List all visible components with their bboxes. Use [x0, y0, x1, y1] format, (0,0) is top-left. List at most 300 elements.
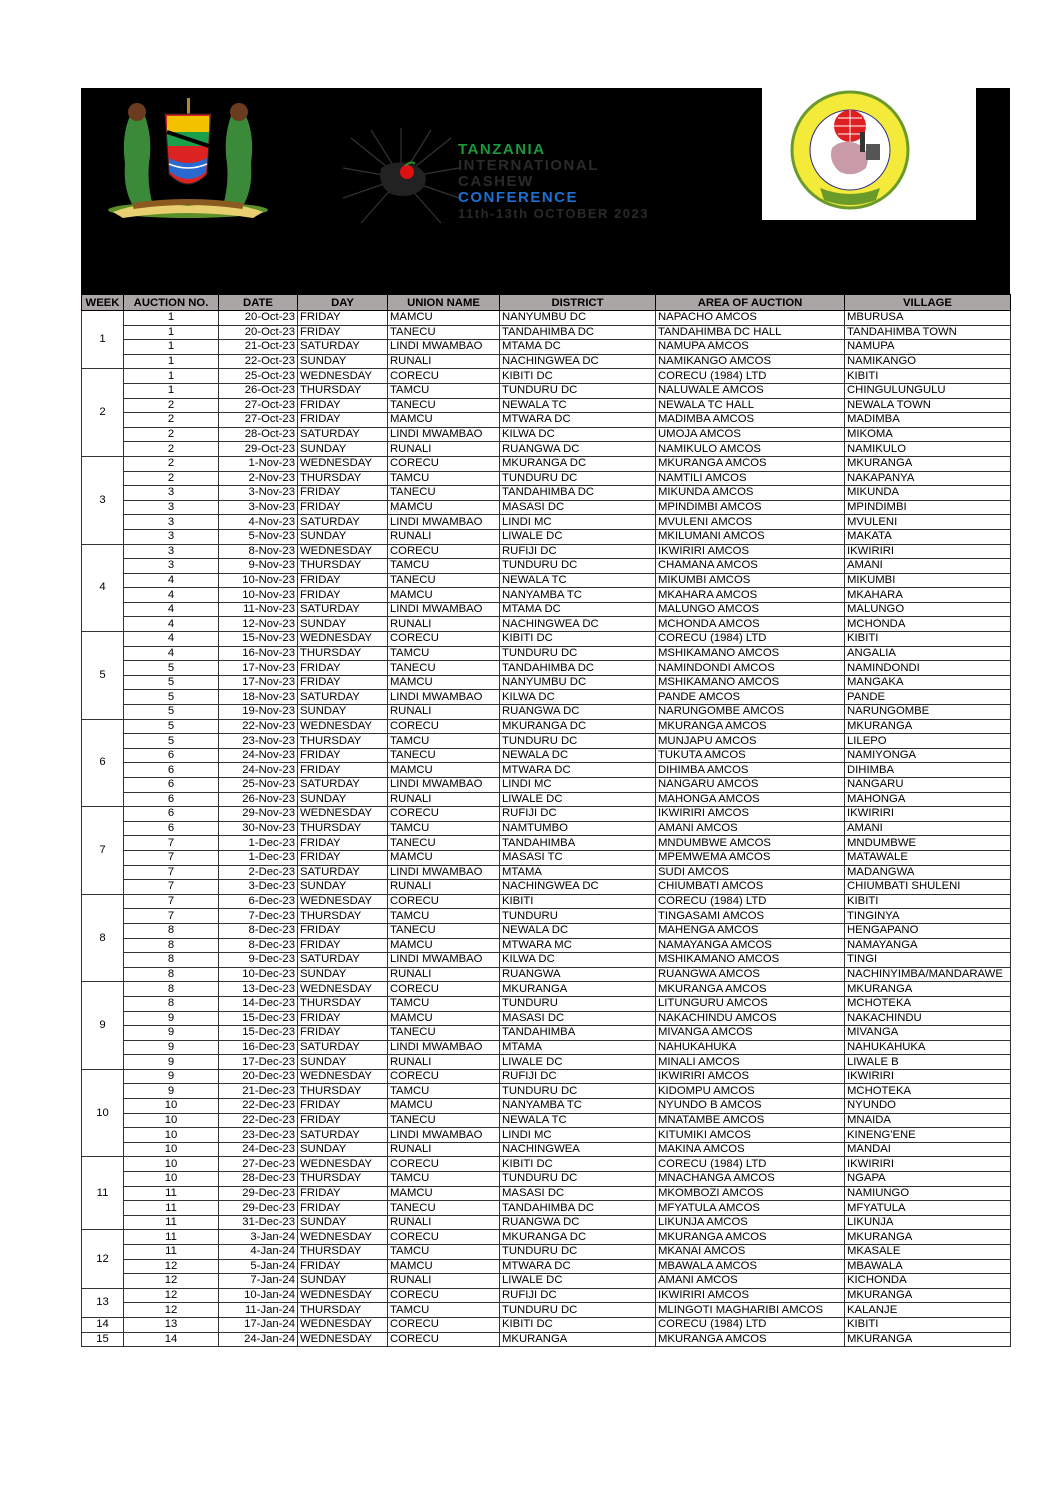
auction-no-cell: 5 — [124, 734, 219, 749]
district-cell: NACHINGWEA DC — [500, 354, 656, 369]
date-cell: 9-Dec-23 — [219, 953, 298, 968]
village-cell: MKAHARA — [845, 588, 1011, 603]
date-cell: 15-Dec-23 — [219, 1026, 298, 1041]
auction-no-cell: 1 — [124, 383, 219, 398]
area-of-auction-cell: MADIMBA AMCOS — [656, 413, 845, 428]
village-cell: NEWALA TOWN — [845, 398, 1011, 413]
area-of-auction-cell: IKWIRIRI AMCOS — [656, 1069, 845, 1084]
date-cell: 26-Oct-23 — [219, 383, 298, 398]
district-cell: MTWARA MC — [500, 938, 656, 953]
table-row — [82, 1011, 1011, 1026]
union-name-cell: TAMCU — [388, 1245, 500, 1260]
union-name-cell: MAMCU — [388, 500, 500, 515]
auction-no-cell: 11 — [124, 1215, 219, 1230]
day-cell: WEDNESDAY — [298, 369, 388, 384]
auction-no-cell: 3 — [124, 486, 219, 501]
auction-no-cell: 7 — [124, 894, 219, 909]
union-name-cell: CORECU — [388, 1288, 500, 1303]
village-cell: KALANJE — [845, 1303, 1011, 1318]
auction-no-cell: 2 — [124, 471, 219, 486]
village-cell: ANGALIA — [845, 646, 1011, 661]
auction-no-cell: 13 — [124, 1317, 219, 1332]
auction-no-cell: 2 — [124, 427, 219, 442]
table-row — [82, 821, 1011, 836]
auction-no-cell: 9 — [124, 1055, 219, 1070]
week-cell: 9 — [82, 982, 124, 1070]
day-cell: THURSDAY — [298, 1084, 388, 1099]
date-cell: 22-Oct-23 — [219, 354, 298, 369]
district-cell: KIBITI DC — [500, 369, 656, 384]
district-cell: TUNDURU DC — [500, 1303, 656, 1318]
date-cell: 23-Nov-23 — [219, 734, 298, 749]
district-cell: TANDAHIMBA DC — [500, 661, 656, 676]
district-cell: MASASI DC — [500, 1011, 656, 1026]
area-of-auction-cell: MKURANGA AMCOS — [656, 982, 845, 997]
auction-no-cell: 7 — [124, 909, 219, 924]
column-header: VILLAGE — [845, 295, 1011, 311]
date-cell: 10-Jan-24 — [219, 1288, 298, 1303]
district-cell: MASASI TC — [500, 850, 656, 865]
table-row — [82, 398, 1011, 413]
area-of-auction-cell: UMOJA AMCOS — [656, 427, 845, 442]
district-cell: KILWA DC — [500, 427, 656, 442]
district-cell: NACHINGWEA DC — [500, 880, 656, 895]
union-name-cell: MAMCU — [388, 413, 500, 428]
date-cell: 10-Dec-23 — [219, 967, 298, 982]
district-cell: MTAMA DC — [500, 340, 656, 355]
village-cell: MALUNGO — [845, 602, 1011, 617]
column-header: DAY — [298, 295, 388, 311]
village-cell: MBURUSA — [845, 311, 1011, 326]
date-cell: 3-Nov-23 — [219, 500, 298, 515]
village-cell: MKURANGA — [845, 1230, 1011, 1245]
union-name-cell: CORECU — [388, 807, 500, 822]
column-header: WEEK — [82, 295, 124, 311]
union-name-cell: TAMCU — [388, 821, 500, 836]
village-cell: IKWIRIRI — [845, 1069, 1011, 1084]
area-of-auction-cell: MAHENGA AMCOS — [656, 923, 845, 938]
area-of-auction-cell: AMANI AMCOS — [656, 821, 845, 836]
table-row — [82, 807, 1011, 822]
village-cell: MPINDIMBI — [845, 500, 1011, 515]
table-row — [82, 705, 1011, 720]
village-cell: LILEPO — [845, 734, 1011, 749]
union-name-cell: TAMCU — [388, 646, 500, 661]
table-row — [82, 1303, 1011, 1318]
table-row — [82, 486, 1011, 501]
table-row — [82, 442, 1011, 457]
area-of-auction-cell: NAMTILI AMCOS — [656, 471, 845, 486]
village-cell: MIKUMBI — [845, 573, 1011, 588]
auction-no-cell: 9 — [124, 1026, 219, 1041]
village-cell: LIKUNJA — [845, 1215, 1011, 1230]
district-cell: NANYUMBU DC — [500, 311, 656, 326]
village-cell: NGAPA — [845, 1172, 1011, 1187]
area-of-auction-cell: MKILUMANI AMCOS — [656, 529, 845, 544]
day-cell: SATURDAY — [298, 515, 388, 530]
union-name-cell: TAMCU — [388, 1172, 500, 1187]
table-row — [82, 938, 1011, 953]
auction-no-cell: 8 — [124, 923, 219, 938]
district-cell: TANDAHIMBA DC — [500, 325, 656, 340]
village-cell: KIBITI — [845, 369, 1011, 384]
union-name-cell: TANECU — [388, 1026, 500, 1041]
table-row — [82, 996, 1011, 1011]
auction-no-cell: 6 — [124, 792, 219, 807]
district-cell: NACHINGWEA DC — [500, 617, 656, 632]
union-name-cell: CORECU — [388, 544, 500, 559]
date-cell: 20-Oct-23 — [219, 311, 298, 326]
village-cell: KIBITI — [845, 632, 1011, 647]
village-cell: NACHINYIMBA/MANDARAWE — [845, 967, 1011, 982]
union-name-cell: CORECU — [388, 456, 500, 471]
date-cell: 8-Dec-23 — [219, 938, 298, 953]
table-row — [82, 544, 1011, 559]
date-cell: 29-Dec-23 — [219, 1186, 298, 1201]
union-name-cell: TANECU — [388, 836, 500, 851]
day-cell: THURSDAY — [298, 1245, 388, 1260]
week-cell: 13 — [82, 1288, 124, 1317]
day-cell: FRIDAY — [298, 573, 388, 588]
village-cell: MANDAI — [845, 1142, 1011, 1157]
table-row — [82, 923, 1011, 938]
table-row — [82, 311, 1011, 326]
auction-no-cell: 3 — [124, 544, 219, 559]
union-name-cell: TAMCU — [388, 471, 500, 486]
week-cell: 8 — [82, 894, 124, 982]
date-cell: 29-Nov-23 — [219, 807, 298, 822]
day-cell: SATURDAY — [298, 778, 388, 793]
day-cell: FRIDAY — [298, 588, 388, 603]
district-cell: KIBITI DC — [500, 632, 656, 647]
conference-title-line3: CASHEW — [458, 173, 534, 190]
table-row — [82, 909, 1011, 924]
date-cell: 7-Jan-24 — [219, 1274, 298, 1289]
day-cell: SATURDAY — [298, 865, 388, 880]
district-cell: LIWALE DC — [500, 792, 656, 807]
day-cell: SUNDAY — [298, 967, 388, 982]
day-cell: THURSDAY — [298, 734, 388, 749]
table-row — [82, 1142, 1011, 1157]
table-row — [82, 778, 1011, 793]
table-row — [82, 602, 1011, 617]
date-cell: 16-Dec-23 — [219, 1040, 298, 1055]
area-of-auction-cell: MKURANGA AMCOS — [656, 1230, 845, 1245]
date-cell: 13-Dec-23 — [219, 982, 298, 997]
district-cell: RUANGWA DC — [500, 442, 656, 457]
union-name-cell: TANECU — [388, 573, 500, 588]
table-row — [82, 325, 1011, 340]
union-name-cell: TAMCU — [388, 909, 500, 924]
area-of-auction-cell: MSHIKAMANO AMCOS — [656, 953, 845, 968]
village-cell: MCHONDA — [845, 617, 1011, 632]
week-cell: 15 — [82, 1332, 124, 1347]
district-cell: KIBITI DC — [500, 1317, 656, 1332]
auction-no-cell: 4 — [124, 646, 219, 661]
union-name-cell: TAMCU — [388, 559, 500, 574]
date-cell: 20-Dec-23 — [219, 1069, 298, 1084]
district-cell: MASASI DC — [500, 1186, 656, 1201]
district-cell: NANYAMBA TC — [500, 588, 656, 603]
day-cell: FRIDAY — [298, 1201, 388, 1216]
day-cell: FRIDAY — [298, 1186, 388, 1201]
date-cell: 1-Dec-23 — [219, 836, 298, 851]
auction-no-cell: 3 — [124, 529, 219, 544]
day-cell: WEDNESDAY — [298, 807, 388, 822]
district-cell: KIBITI — [500, 894, 656, 909]
district-cell: NANYAMBA TC — [500, 1099, 656, 1114]
date-cell: 25-Oct-23 — [219, 369, 298, 384]
week-cell: 6 — [82, 719, 124, 807]
area-of-auction-cell: CORECU (1984) LTD — [656, 369, 845, 384]
union-name-cell: MAMCU — [388, 1011, 500, 1026]
table-row — [82, 1201, 1011, 1216]
day-cell: FRIDAY — [298, 938, 388, 953]
date-cell: 17-Nov-23 — [219, 675, 298, 690]
area-of-auction-cell: CHAMANA AMCOS — [656, 559, 845, 574]
district-cell: LINDI MC — [500, 1128, 656, 1143]
union-name-cell: CORECU — [388, 1069, 500, 1084]
village-cell: MADANGWA — [845, 865, 1011, 880]
district-cell: NEWALA DC — [500, 923, 656, 938]
auction-no-cell: 10 — [124, 1099, 219, 1114]
village-cell: NAMUPA — [845, 340, 1011, 355]
week-cell: 5 — [82, 632, 124, 720]
table-row — [82, 865, 1011, 880]
conference-dates: 11th-13th OCTOBER 2023 — [458, 206, 649, 221]
area-of-auction-cell: NAMAYANGA AMCOS — [656, 938, 845, 953]
village-cell: MAHONGA — [845, 792, 1011, 807]
auction-no-cell: 4 — [124, 588, 219, 603]
date-cell: 3-Nov-23 — [219, 486, 298, 501]
village-cell: MIKUNDA — [845, 486, 1011, 501]
area-of-auction-cell: MFYATULA AMCOS — [656, 1201, 845, 1216]
date-cell: 27-Oct-23 — [219, 398, 298, 413]
union-name-cell: TANECU — [388, 486, 500, 501]
day-cell: FRIDAY — [298, 1113, 388, 1128]
day-cell: THURSDAY — [298, 909, 388, 924]
district-cell: TANDAHIMBA DC — [500, 1201, 656, 1216]
area-of-auction-cell: MKANAI AMCOS — [656, 1245, 845, 1260]
date-cell: 5-Nov-23 — [219, 529, 298, 544]
day-cell: FRIDAY — [298, 500, 388, 515]
area-of-auction-cell: LITUNGURU AMCOS — [656, 996, 845, 1011]
union-name-cell: MAMCU — [388, 850, 500, 865]
area-of-auction-cell: RUANGWA AMCOS — [656, 967, 845, 982]
district-cell: TUNDURU DC — [500, 471, 656, 486]
area-of-auction-cell: LIKUNJA AMCOS — [656, 1215, 845, 1230]
district-cell: NACHINGWEA — [500, 1142, 656, 1157]
village-cell: MKURANGA — [845, 1332, 1011, 1347]
day-cell: THURSDAY — [298, 996, 388, 1011]
area-of-auction-cell: AMANI AMCOS — [656, 1274, 845, 1289]
day-cell: WEDNESDAY — [298, 1069, 388, 1084]
union-name-cell: LINDI MWAMBAO — [388, 778, 500, 793]
date-cell: 17-Nov-23 — [219, 661, 298, 676]
day-cell: WEDNESDAY — [298, 632, 388, 647]
date-cell: 29-Oct-23 — [219, 442, 298, 457]
conference-title-line2: INTERNATIONAL — [458, 157, 599, 174]
village-cell: IKWIRIRI — [845, 1157, 1011, 1172]
village-cell: MKASALE — [845, 1245, 1011, 1260]
district-cell: LINDI MC — [500, 515, 656, 530]
date-cell: 11-Nov-23 — [219, 602, 298, 617]
table-row — [82, 1113, 1011, 1128]
area-of-auction-cell: MSHIKAMANO AMCOS — [656, 675, 845, 690]
date-cell: 17-Jan-24 — [219, 1317, 298, 1332]
district-cell: RUFIJI DC — [500, 807, 656, 822]
district-cell: RUFIJI DC — [500, 1069, 656, 1084]
village-cell: NAMINDONDI — [845, 661, 1011, 676]
table-row — [82, 1215, 1011, 1230]
district-cell: KILWA DC — [500, 690, 656, 705]
day-cell: FRIDAY — [298, 1099, 388, 1114]
area-of-auction-cell: MSHIKAMANO AMCOS — [656, 646, 845, 661]
district-cell: RUFIJI DC — [500, 1288, 656, 1303]
day-cell: SATURDAY — [298, 953, 388, 968]
village-cell: AMANI — [845, 559, 1011, 574]
date-cell: 1-Dec-23 — [219, 850, 298, 865]
date-cell: 19-Nov-23 — [219, 705, 298, 720]
date-cell: 24-Nov-23 — [219, 763, 298, 778]
week-cell: 14 — [82, 1317, 124, 1332]
district-cell: KIBITI DC — [500, 1157, 656, 1172]
area-of-auction-cell: MPINDIMBI AMCOS — [656, 500, 845, 515]
area-of-auction-cell: MAKINA AMCOS — [656, 1142, 845, 1157]
date-cell: 3-Dec-23 — [219, 880, 298, 895]
union-name-cell: RUNALI — [388, 880, 500, 895]
day-cell: WEDNESDAY — [298, 982, 388, 997]
auction-no-cell: 4 — [124, 617, 219, 632]
table-row — [82, 661, 1011, 676]
day-cell: WEDNESDAY — [298, 1288, 388, 1303]
village-cell: NANGARU — [845, 778, 1011, 793]
district-cell: TUNDURU DC — [500, 1084, 656, 1099]
union-name-cell: TAMCU — [388, 734, 500, 749]
table-row — [82, 1069, 1011, 1084]
auction-no-cell: 7 — [124, 880, 219, 895]
auction-no-cell: 9 — [124, 1011, 219, 1026]
district-cell: MKURANGA DC — [500, 1230, 656, 1245]
day-cell: WEDNESDAY — [298, 1157, 388, 1172]
table-row — [82, 982, 1011, 997]
date-cell: 28-Oct-23 — [219, 427, 298, 442]
table-row — [82, 1055, 1011, 1070]
table-row — [82, 880, 1011, 895]
table-row — [82, 529, 1011, 544]
auction-no-cell: 2 — [124, 413, 219, 428]
day-cell: FRIDAY — [298, 850, 388, 865]
district-cell: TUNDURU — [500, 996, 656, 1011]
area-of-auction-cell: NAKACHINDU AMCOS — [656, 1011, 845, 1026]
village-cell: AMANI — [845, 821, 1011, 836]
date-cell: 4-Jan-24 — [219, 1245, 298, 1260]
auction-no-cell: 10 — [124, 1113, 219, 1128]
area-of-auction-cell: MKAHARA AMCOS — [656, 588, 845, 603]
union-name-cell: RUNALI — [388, 529, 500, 544]
area-of-auction-cell: MNACHANGA AMCOS — [656, 1172, 845, 1187]
date-cell: 7-Dec-23 — [219, 909, 298, 924]
date-cell: 26-Nov-23 — [219, 792, 298, 807]
district-cell: TUNDURU DC — [500, 1245, 656, 1260]
village-cell: TANDAHIMBA TOWN — [845, 325, 1011, 340]
week-cell: 12 — [82, 1230, 124, 1288]
day-cell: SATURDAY — [298, 690, 388, 705]
area-of-auction-cell: MALUNGO AMCOS — [656, 602, 845, 617]
area-of-auction-cell: MBAWALA AMCOS — [656, 1259, 845, 1274]
day-cell: THURSDAY — [298, 1172, 388, 1187]
area-of-auction-cell: NALUWALE AMCOS — [656, 383, 845, 398]
district-cell: TANDAHIMBA — [500, 1026, 656, 1041]
district-cell: NEWALA TC — [500, 398, 656, 413]
day-cell: FRIDAY — [298, 763, 388, 778]
union-name-cell: CORECU — [388, 719, 500, 734]
auction-no-cell: 8 — [124, 996, 219, 1011]
table-row — [82, 734, 1011, 749]
day-cell: THURSDAY — [298, 383, 388, 398]
union-name-cell: CORECU — [388, 369, 500, 384]
area-of-auction-cell: MIVANGA AMCOS — [656, 1026, 845, 1041]
village-cell: MAKATA — [845, 529, 1011, 544]
union-name-cell: RUNALI — [388, 967, 500, 982]
date-cell: 22-Nov-23 — [219, 719, 298, 734]
table-row — [82, 1230, 1011, 1245]
area-of-auction-cell: NARUNGOMBE AMCOS — [656, 705, 845, 720]
auction-no-cell: 5 — [124, 675, 219, 690]
area-of-auction-cell: MKURANGA AMCOS — [656, 456, 845, 471]
village-cell: TINGINYA — [845, 909, 1011, 924]
village-cell: NAMIUNGO — [845, 1186, 1011, 1201]
day-cell: FRIDAY — [298, 325, 388, 340]
auction-no-cell: 4 — [124, 632, 219, 647]
table-row — [82, 1157, 1011, 1172]
auction-no-cell: 8 — [124, 938, 219, 953]
union-name-cell: TANECU — [388, 325, 500, 340]
union-name-cell: RUNALI — [388, 442, 500, 457]
area-of-auction-cell: CHIUMBATI AMCOS — [656, 880, 845, 895]
union-name-cell: RUNALI — [388, 792, 500, 807]
auction-no-cell: 1 — [124, 311, 219, 326]
auction-no-cell: 6 — [124, 821, 219, 836]
area-of-auction-cell: MKURANGA AMCOS — [656, 719, 845, 734]
table-row — [82, 1084, 1011, 1099]
area-of-auction-cell: NAMINDONDI AMCOS — [656, 661, 845, 676]
union-name-cell: TANECU — [388, 748, 500, 763]
table-row — [82, 369, 1011, 384]
auction-no-cell: 5 — [124, 719, 219, 734]
area-of-auction-cell: TINGASAMI AMCOS — [656, 909, 845, 924]
auction-schedule-table — [81, 294, 1011, 1347]
district-cell: NAMTUMBO — [500, 821, 656, 836]
day-cell: THURSDAY — [298, 821, 388, 836]
district-cell: RUANGWA — [500, 967, 656, 982]
day-cell: SUNDAY — [298, 880, 388, 895]
table-row — [82, 719, 1011, 734]
date-cell: 22-Dec-23 — [219, 1113, 298, 1128]
village-cell: NYUNDO — [845, 1099, 1011, 1114]
district-cell: TUNDURU DC — [500, 646, 656, 661]
area-of-auction-cell: NEWALA TC HALL — [656, 398, 845, 413]
day-cell: WEDNESDAY — [298, 894, 388, 909]
district-cell: NEWALA TC — [500, 1113, 656, 1128]
district-cell: TUNDURU DC — [500, 383, 656, 398]
union-name-cell: RUNALI — [388, 1215, 500, 1230]
day-cell: FRIDAY — [298, 486, 388, 501]
auction-no-cell: 11 — [124, 1230, 219, 1245]
page-header — [81, 88, 1010, 295]
area-of-auction-cell: NAHUKAHUKA — [656, 1040, 845, 1055]
district-cell: LINDI MC — [500, 778, 656, 793]
